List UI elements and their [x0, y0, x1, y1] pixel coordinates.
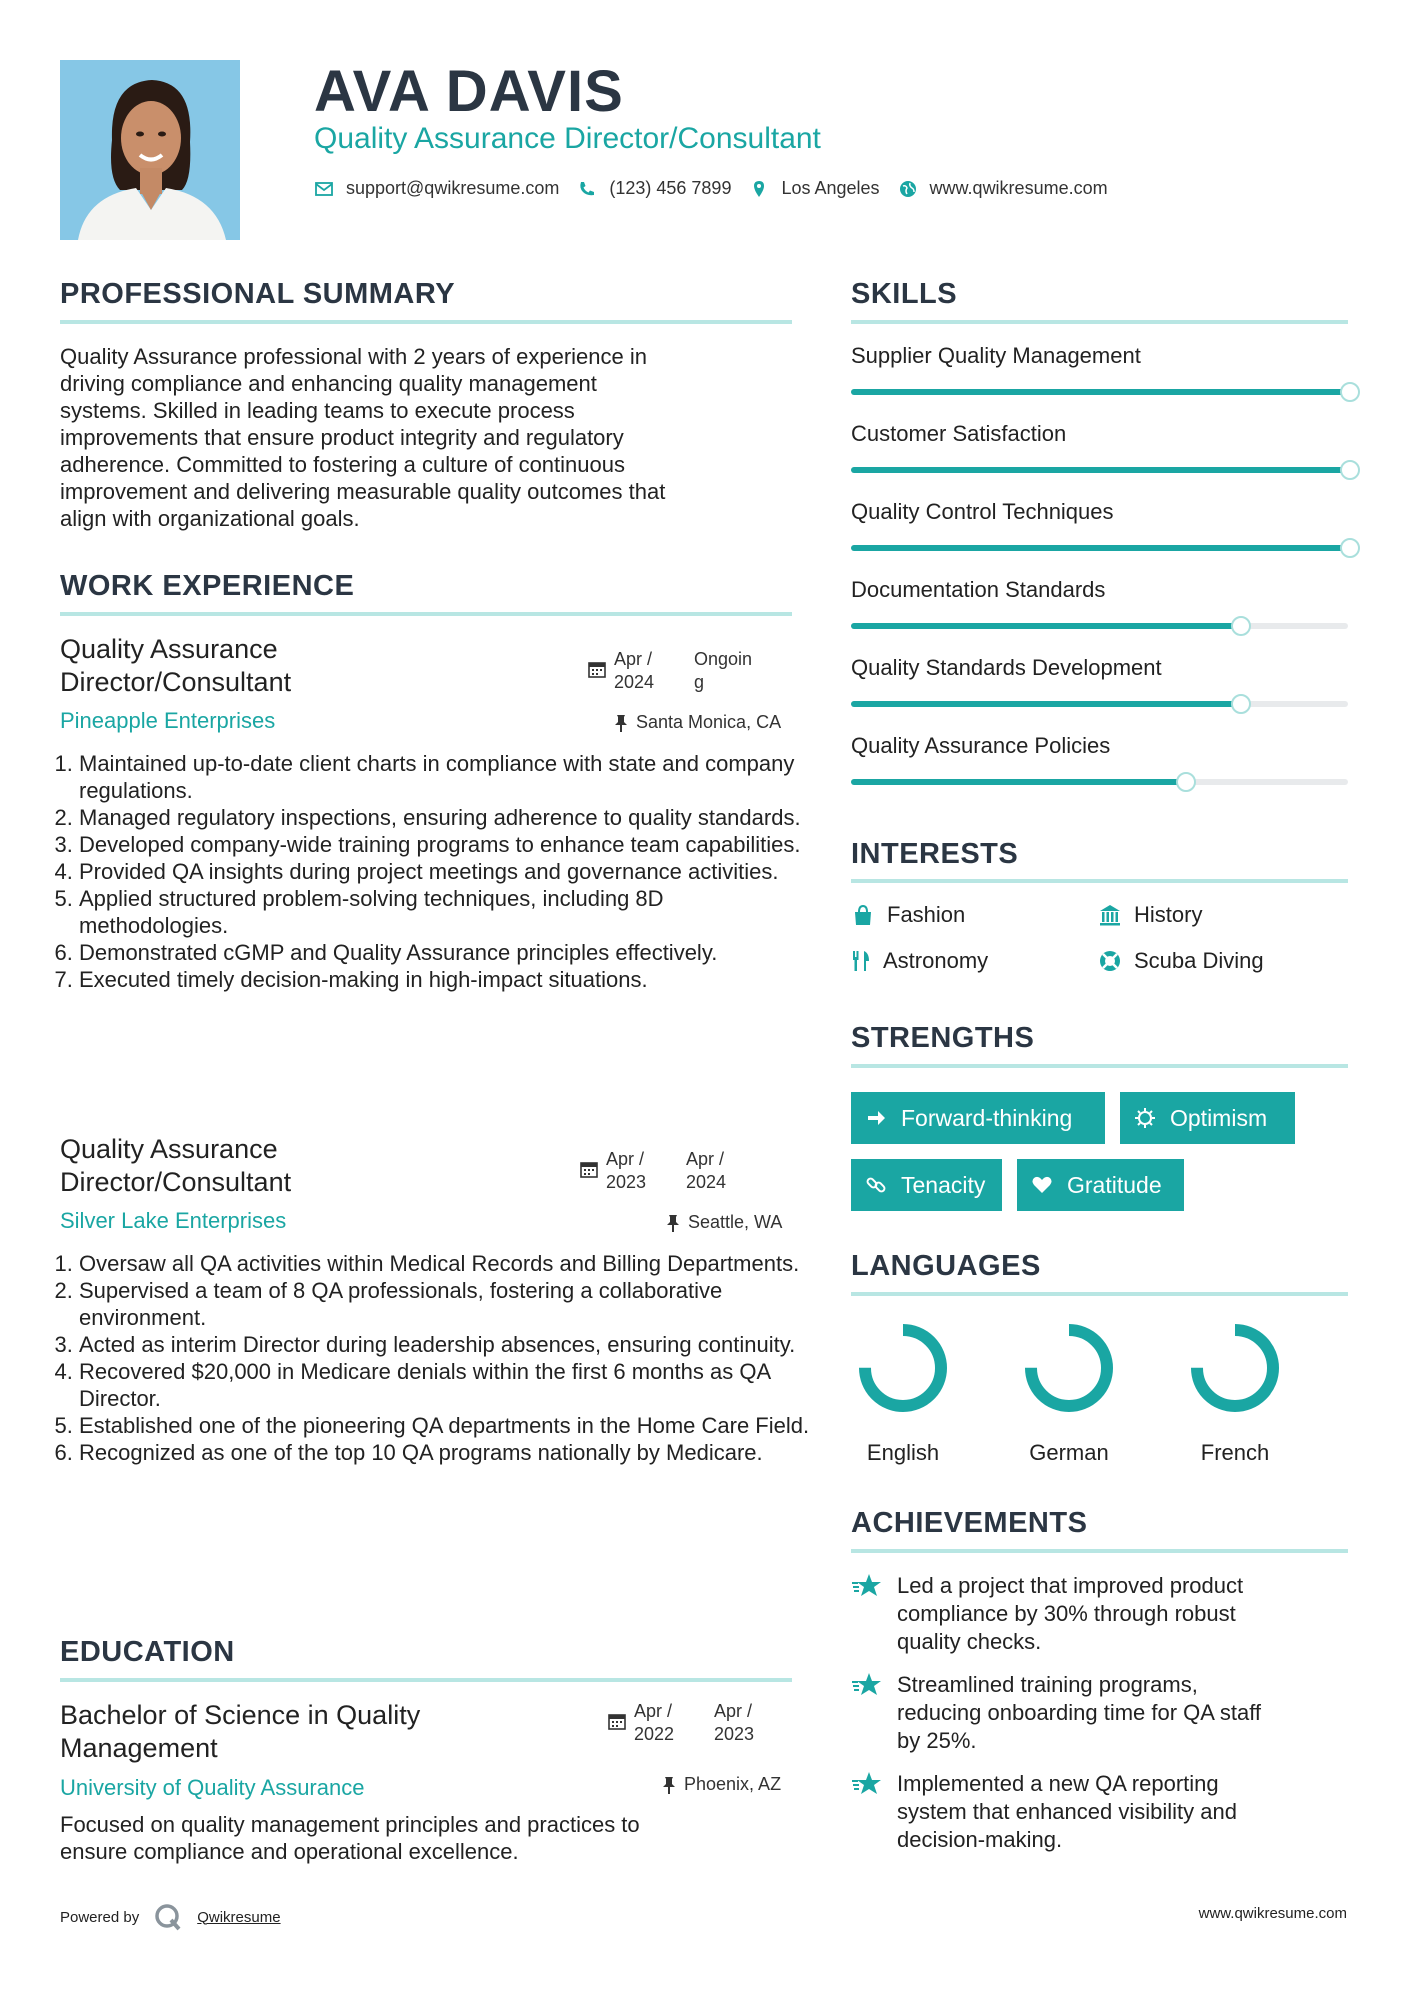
language-label: German — [1029, 1440, 1109, 1465]
achievement-line: system that enhanced visibility and — [897, 1799, 1237, 1824]
description-line: ensure compliance and operational excellence. — [60, 1839, 519, 1864]
language-label: English — [866, 1440, 940, 1465]
skill-level-fill — [851, 701, 1239, 707]
achievement-item — [851, 1671, 1331, 1755]
skill-name: Documentation Standards — [851, 577, 1106, 602]
start-year: 2023 — [606, 1172, 647, 1192]
skill-level-knob — [1340, 538, 1360, 558]
contact-email[interactable] — [314, 178, 559, 199]
start-year: 2022 — [634, 1724, 675, 1744]
achievement-line: Led a project that improved product — [897, 1573, 1244, 1598]
list-item: 3. Developed company-wide training programs to enhance team capabilities. — [79, 831, 814, 858]
languages-divider — [851, 1292, 1348, 1296]
degree-title — [60, 1699, 420, 1765]
strength-chip — [1017, 1159, 1184, 1211]
degree-line: Bachelor of Science in Quality — [60, 1700, 421, 1730]
star-icon — [851, 1572, 883, 1600]
life-ring-icon — [1098, 949, 1122, 973]
email-text: support@qwikresume.com — [346, 178, 560, 198]
achievements-divider — [851, 1549, 1348, 1553]
achievement-line: reducing onboarding time for QA staff — [897, 1700, 1262, 1725]
phone-text: (123) 456 7899 — [609, 178, 732, 198]
summary-line: driving compliance and enhancing quality management — [60, 371, 597, 396]
qwikresume-logo-icon — [153, 1902, 183, 1932]
globe-icon — [898, 179, 918, 199]
list-item: 6. Recognized as one of the top 10 QA programs nationally by Medicare. — [79, 1439, 814, 1466]
job-duties-list — [60, 750, 814, 993]
language-proficiency-ring — [1185, 1318, 1285, 1418]
summary-line: align with organizational goals. — [60, 506, 360, 531]
description-line: Focused on quality management principles and practices to — [60, 1812, 640, 1837]
skill-level-bar — [851, 545, 1348, 551]
language-item — [838, 1318, 968, 1466]
summary-line: improvements that ensure product integrity and regulatory — [60, 425, 624, 450]
list-item: 1. Oversaw all QA activities within Medical Records and Billing Departments. — [79, 1250, 814, 1277]
pushpin-icon — [662, 1776, 676, 1794]
interest-label: Scuba Diving — [1134, 948, 1264, 973]
job-title-line: Quality Assurance — [60, 634, 278, 664]
education-description — [60, 1811, 800, 1865]
interest-label: Fashion — [887, 902, 966, 927]
job-dates — [580, 1148, 756, 1194]
candidate-name: AVA DAVIS — [314, 59, 624, 124]
footer-website[interactable]: www.qwikresume.com — [1198, 1905, 1347, 1922]
achievement-line: quality checks. — [897, 1629, 1042, 1654]
experience-heading: WORK EXPERIENCE — [60, 570, 355, 602]
achievement-line: decision-making. — [897, 1827, 1063, 1852]
list-item: 3. Acted as interim Director during leadership absences, ensuring continuity. — [79, 1331, 814, 1358]
strength-chip — [851, 1092, 1105, 1144]
language-item — [1170, 1318, 1300, 1466]
skill-level-bar — [851, 623, 1348, 629]
skill-level-knob — [1340, 460, 1360, 480]
company-name: Pineapple Enterprises — [60, 708, 276, 733]
list-item: 6. Demonstrated cGMP and Quality Assurance principles effectively. — [79, 939, 814, 966]
strengths-divider — [851, 1064, 1348, 1068]
summary-divider — [60, 320, 792, 324]
achievement-line: by 25%. — [897, 1728, 977, 1753]
skill-level-bar — [851, 779, 1348, 785]
job-title — [60, 633, 291, 699]
calendar-icon — [588, 660, 606, 678]
skills-heading: SKILLS — [851, 278, 958, 310]
skill-level-fill — [851, 389, 1348, 395]
achievement-line: Implemented a new QA reporting — [897, 1771, 1219, 1796]
language-proficiency-arc — [1197, 1330, 1273, 1406]
calendar-icon — [580, 1160, 598, 1178]
skill-level-bar — [851, 389, 1348, 395]
star-icon — [851, 1770, 883, 1798]
language-proficiency-arc — [1031, 1330, 1107, 1406]
contact-location — [749, 178, 879, 199]
job-title-line: Director/Consultant — [60, 1167, 292, 1197]
summary-line: systems. Skilled in leading teams to execute process — [60, 398, 575, 423]
list-item: 2. Managed regulatory inspections, ensuring adherence to quality standards. — [79, 804, 814, 831]
list-item: 4. Recovered $20,000 in Medicare denials within the first 6 months as QA Director. — [79, 1358, 814, 1412]
end-year: 2024 — [686, 1172, 727, 1192]
end-date: Ongoin — [694, 649, 753, 669]
languages-heading: LANGUAGES — [851, 1250, 1041, 1282]
summary-line: Quality Assurance professional with 2 years of experience in — [60, 344, 647, 369]
skill-name: Supplier Quality Management — [851, 343, 1141, 368]
company-name: Silver Lake Enterprises — [60, 1208, 287, 1233]
education-location-text: Phoenix, AZ — [684, 1774, 782, 1794]
start-year: 2024 — [614, 672, 655, 692]
job-location-text: Santa Monica, CA — [636, 712, 782, 732]
strength-label: Optimism — [1170, 1104, 1268, 1131]
sun-icon — [1134, 1107, 1156, 1129]
education-dates — [608, 1700, 774, 1746]
skill-level-knob — [1340, 382, 1360, 402]
envelope-icon — [314, 179, 334, 199]
school-name: University of Quality Assurance — [60, 1775, 365, 1800]
language-label: French — [1200, 1440, 1270, 1465]
utensils-icon — [851, 949, 871, 973]
museum-icon — [1098, 903, 1122, 927]
education-location — [662, 1774, 781, 1795]
summary-line: improvement and delivering measurable quality outcomes that — [60, 479, 666, 504]
interest-label: Astronomy — [883, 948, 989, 973]
contact-website[interactable] — [898, 178, 1108, 199]
list-item: 4. Provided QA insights during project meetings and governance activities. — [79, 858, 814, 885]
skill-name: Quality Assurance Policies — [851, 733, 1111, 758]
experience-divider — [60, 612, 792, 616]
interest-item — [1098, 948, 1264, 974]
job-location — [614, 712, 781, 733]
interests-divider — [851, 879, 1348, 883]
start-date: Apr / — [606, 1149, 645, 1169]
interest-item — [851, 902, 965, 928]
strength-label: Forward-thinking — [901, 1104, 1073, 1131]
star-icon — [851, 1671, 883, 1699]
skill-level-knob — [1231, 694, 1251, 714]
interest-item — [851, 948, 988, 974]
skill-level-fill — [851, 467, 1348, 473]
list-item: 2. Supervised a team of 8 QA professionals, fostering a collaborative environment. — [79, 1277, 814, 1331]
job-location — [666, 1212, 782, 1233]
end-year: g — [694, 672, 705, 692]
education-heading: EDUCATION — [60, 1636, 235, 1668]
candidate-title: Quality Assurance Director/Consultant — [314, 122, 821, 155]
achievement-line: compliance by 30% through robust — [897, 1601, 1236, 1626]
footer-powered-by — [60, 1902, 281, 1932]
skill-name: Quality Control Techniques — [851, 499, 1114, 524]
location-text: Los Angeles — [781, 178, 880, 198]
end-year: 2023 — [714, 1724, 755, 1744]
skills-divider — [851, 320, 1348, 324]
start-date: Apr / — [634, 1701, 673, 1721]
phone-icon — [577, 179, 597, 199]
website-text: www.qwikresume.com — [929, 178, 1108, 198]
map-pin-icon — [749, 179, 769, 199]
heart-icon — [1031, 1174, 1053, 1196]
summary-line: adherence. Committed to fostering a culture of continuous — [60, 452, 625, 477]
achievements-heading: ACHIEVEMENTS — [851, 1507, 1088, 1539]
achievement-line: Streamlined training programs, — [897, 1672, 1198, 1697]
strength-chip — [851, 1159, 1002, 1211]
job-dates — [588, 648, 764, 694]
achievement-item — [851, 1572, 1331, 1656]
achievement-item — [851, 1770, 1331, 1854]
interests-heading: INTERESTS — [851, 838, 1019, 870]
job-title-line: Director/Consultant — [60, 667, 292, 697]
summary-heading: PROFESSIONAL SUMMARY — [60, 278, 456, 310]
skill-name: Customer Satisfaction — [851, 421, 1067, 446]
strength-label: Gratitude — [1067, 1171, 1162, 1198]
pushpin-icon — [666, 1214, 680, 1232]
skill-name: Quality Standards Development — [851, 655, 1162, 680]
skill-level-bar — [851, 701, 1348, 707]
calendar-icon — [608, 1712, 626, 1730]
degree-line: Management — [60, 1733, 218, 1763]
end-date: Apr / — [686, 1149, 725, 1169]
shopping-bag-icon — [851, 903, 875, 927]
job-title-line: Quality Assurance — [60, 1134, 278, 1164]
skill-level-fill — [851, 779, 1184, 785]
language-proficiency-arc — [865, 1330, 941, 1406]
profile-photo — [60, 60, 240, 240]
job-title — [60, 1133, 291, 1199]
list-item: 5. Applied structured problem-solving techniques, including 8D methodologies. — [79, 885, 814, 939]
start-date: Apr / — [614, 649, 653, 669]
language-proficiency-ring — [853, 1318, 953, 1418]
job-duties-list — [60, 1250, 814, 1466]
interest-item — [1098, 902, 1202, 928]
language-proficiency-ring — [1019, 1318, 1119, 1418]
skill-level-fill — [851, 545, 1348, 551]
interest-label: History — [1134, 902, 1203, 927]
strength-chip — [1120, 1092, 1295, 1144]
skill-level-bar — [851, 467, 1348, 473]
list-item: 5. Established one of the pioneering QA departments in the Home Care Field. — [79, 1412, 814, 1439]
contact-bar — [314, 178, 1126, 199]
skill-level-knob — [1176, 772, 1196, 792]
skill-level-knob — [1231, 616, 1251, 636]
brand-link[interactable]: Qwikresume — [197, 1908, 281, 1926]
summary-text — [60, 343, 800, 532]
end-date: Apr / — [714, 1701, 753, 1721]
job-location-text: Seattle, WA — [688, 1212, 783, 1232]
strength-label: Tenacity — [901, 1171, 986, 1198]
language-item — [1004, 1318, 1134, 1466]
list-item: 7. Executed timely decision-making in high-impact situations. — [79, 966, 814, 993]
arrow-right-icon — [865, 1107, 887, 1129]
skill-level-fill — [851, 623, 1239, 629]
strengths-heading: STRENGTHS — [851, 1022, 1035, 1054]
powered-by-text: Powered by — [60, 1908, 140, 1926]
contact-phone[interactable] — [577, 178, 731, 199]
education-divider — [60, 1678, 792, 1682]
list-item: 1. Maintained up-to-date client charts in compliance with state and company regulations. — [79, 750, 814, 804]
link-icon — [865, 1174, 887, 1196]
pushpin-icon — [614, 714, 628, 732]
